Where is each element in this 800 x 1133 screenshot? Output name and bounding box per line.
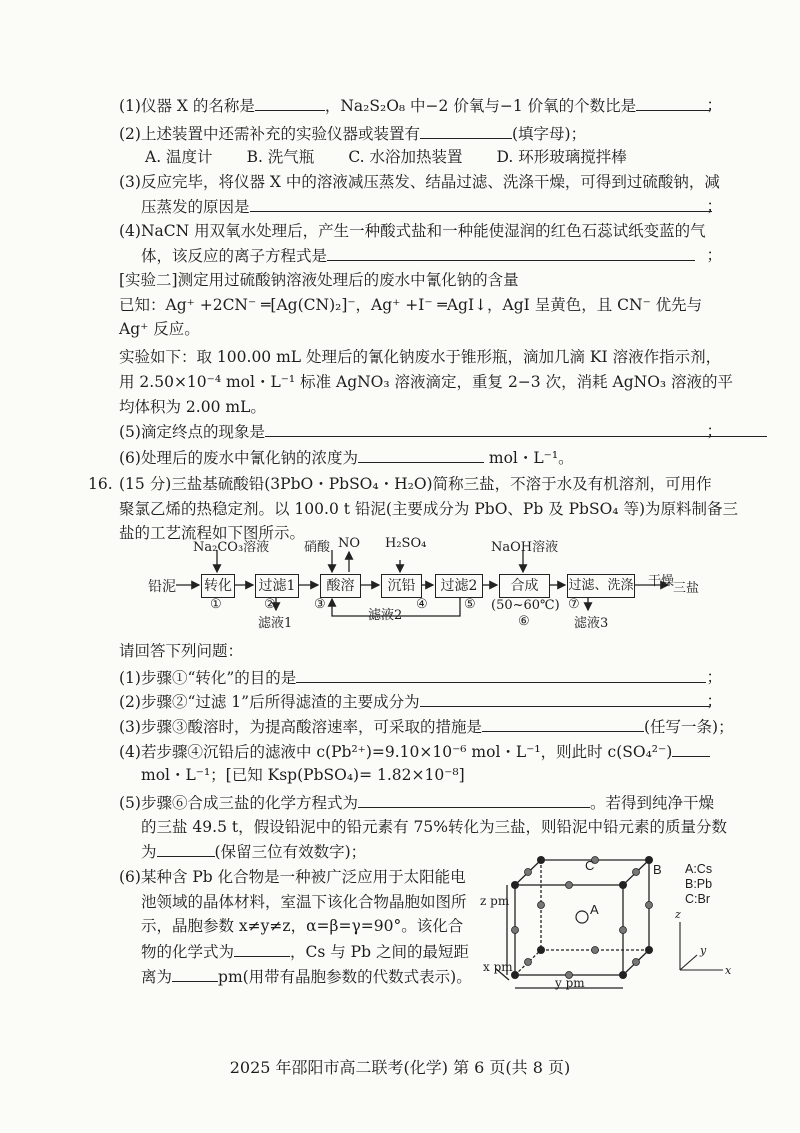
s2-text: (2)步骤②“过滤 1”后所得滤渣的主要成分为: [119, 693, 420, 711]
legend-pb: B:Pb: [685, 877, 713, 891]
s6-line3: 示，晶胞参数 x≠y≠z，α=β=γ=90°。该化合: [141, 917, 464, 935]
s3-tail: (任写一条)；: [643, 718, 734, 736]
semicolon: ；: [706, 422, 722, 440]
sub-question-5: [119, 791, 714, 814]
q2-tail: (填字母)；: [511, 125, 587, 143]
start-material: 铅泥: [148, 579, 176, 595]
step-number: ⑤: [464, 597, 476, 612]
answer-blank[interactable]: [358, 446, 484, 463]
q6-text: (6)处理后的废水中氰化钠的浓度为: [119, 449, 358, 467]
reagent-nitric-acid: 硝酸: [304, 540, 331, 555]
atom-label-b: B: [653, 862, 662, 877]
legend-cs: A:Cs: [685, 862, 713, 876]
step-box-conversion: 转化: [201, 574, 235, 598]
answer-blank[interactable]: [265, 420, 767, 437]
q3-text: 压蒸发的原因是: [141, 198, 250, 216]
option-b: B. 洗气瓶: [246, 148, 315, 166]
answer-blank[interactable]: [327, 244, 695, 261]
experiment-2-title: [实验二]测定用过硫酸钠溶液处理后的废水中氰化钠的含量: [119, 271, 519, 289]
known-line1: 已知：Ag⁺ +2CN⁻ ═[Ag(CN)₂]⁻，Ag⁺ +I⁻ ═AgI↓，AgI 呈黄色，且 CN⁻ 优先与: [119, 296, 703, 314]
question-6: [119, 446, 574, 469]
filtrate-2: 滤液2: [368, 608, 403, 623]
question-2: [119, 122, 586, 145]
answer-blank[interactable]: [420, 122, 512, 139]
coord-y: y: [700, 944, 707, 957]
question-5: [119, 420, 767, 443]
q3-line1: (3)反应完毕，将仪器 X 中的溶液减压蒸发、结晶过滤、洗涤干燥，可得到过硫酸钠，减: [119, 173, 720, 191]
s6-line5: [141, 965, 472, 988]
s5-text-a: (5)步骤⑥合成三盐的化学方程式为: [119, 794, 358, 812]
step-box-precipitate: 沉铅: [381, 574, 422, 598]
sub-question-3: [119, 715, 734, 738]
axis-z-length: z pm: [480, 894, 510, 908]
s6-line4: [141, 940, 469, 963]
answer-blank[interactable]: [482, 715, 644, 732]
filtrate-3: 滤液3: [574, 616, 609, 631]
answer-blank[interactable]: [672, 740, 710, 757]
q1-text-a: (1)仪器 X 的名称是: [119, 97, 255, 115]
sub-question-4: [119, 740, 710, 763]
prompt-heading: 请回答下列问题：: [119, 642, 244, 660]
s5-l3-tail: (保留三位有效数字)；: [214, 843, 367, 861]
step-number: ④: [416, 597, 428, 612]
s4-line2: mol・L⁻¹；[已知 Ksp(PbSO₄)= 1.82×10⁻⁸]: [141, 766, 465, 784]
step-number: ②: [264, 597, 276, 612]
end-product: 三盐: [673, 581, 700, 596]
axis-y-length: y pm: [555, 976, 585, 990]
problem-16-line3: 盐的工艺流程如下图所示。: [119, 524, 306, 542]
s6-l5-text: 离为: [141, 968, 173, 986]
s3-text: (3)步骤③酸溶时，为提高酸溶速率，可采取的措施是: [119, 718, 482, 736]
axis-x-length: x pm: [483, 960, 513, 974]
semicolon: ；: [706, 96, 722, 114]
answer-blank[interactable]: [296, 666, 706, 683]
step-box-filter1: 过滤1: [255, 574, 299, 598]
crystal-unit-cell: [480, 840, 735, 990]
s4-line1: (4)若步骤④沉铅后的滤液中 c(Pb²⁺)=9.10×10⁻⁶ mol・L⁻¹，则此时 c(SO₄²⁻): [119, 743, 673, 761]
problem-number: 16.: [88, 475, 113, 493]
s6-l4-text: 物的化学式为: [141, 943, 235, 961]
sub-question-1: [119, 666, 706, 689]
known-line2: Ag⁺ 反应。: [119, 320, 200, 338]
answer-blank[interactable]: [157, 840, 215, 857]
step-box-synthesis: 合成: [499, 574, 550, 598]
dry-label: 干燥: [648, 574, 675, 589]
coord-z: z: [675, 908, 681, 921]
answer-blank[interactable]: [255, 94, 325, 111]
atom-label-a: A: [590, 902, 599, 917]
q5-text: (5)滴定终点的现象是: [119, 423, 265, 441]
s6-line2: 池领域的晶体材料，室温下该化合物晶胞如图所: [141, 893, 467, 911]
answer-blank[interactable]: [358, 791, 590, 808]
step-number: ①: [210, 597, 222, 612]
q3-line2: [141, 195, 712, 218]
answer-blank[interactable]: [420, 690, 710, 707]
q2-text: (2)上述装置中还需补充的实验仪器或装置有: [119, 125, 420, 143]
answer-blank[interactable]: [172, 965, 218, 982]
page-footer: 2025 年邵阳市高二联考(化学) 第 6 页(共 8 页): [229, 1058, 571, 1077]
q4-text: 体，该反应的离子方程式是: [141, 247, 328, 265]
answer-blank[interactable]: [234, 940, 290, 957]
option-d: D. 环形玻璃搅拌棒: [496, 148, 627, 166]
q4-line2: [141, 244, 695, 267]
step-box-acid-dissolve: 酸溶: [320, 574, 361, 598]
q1-text-b: ，Na₂S₂O₈ 中−2 价氧与−1 价氧的个数比是: [324, 97, 637, 115]
problem-16-line2: 聚氯乙烯的热稳定剂。以 100.0 t 铅泥(主要成分为 PbO、Pb 及 PbSO₄ 等)为原料制备三: [119, 500, 738, 518]
s6-l5-tail: pm(用带有晶胞参数的代数式表示)。: [218, 968, 472, 986]
procedure-line2: 用 2.50×10⁻⁴ mol・L⁻¹ 标准 AgNO₃ 溶液滴定，重复 2−3 次，消耗 AgNO₃ 溶液的平: [119, 373, 734, 391]
reagent-h2so4: H₂SO₄: [385, 536, 427, 551]
option-c: C. 水浴加热装置: [348, 148, 463, 166]
s6-l4-tail: ，Cs 与 Pb 之间的最短距: [290, 943, 469, 961]
procedure-line1: 实验如下：取 100.00 mL 处理后的氰化钠废水于锥形瓶，滴加几滴 KI 溶液作指示剂，: [119, 348, 722, 366]
semicolon: ；: [706, 692, 722, 710]
step-number: ⑥: [518, 614, 530, 629]
atom-label-c: C: [585, 858, 595, 873]
filtrate-1: 滤液1: [258, 616, 293, 631]
q4-line1: (4)NaCN 用双氧水处理后，产生一种酸式盐和一种能使湿润的红色石蕊试纸变蓝的气: [119, 222, 706, 240]
problem-16-line1: (15 分)三盐基硫酸铅(3PbO・PbSO₄・H₂O)简称三盐，不溶于水及有机溶剂，可用作: [119, 475, 712, 493]
temperature-label: (50~60℃): [491, 598, 560, 613]
question-1: [119, 94, 710, 117]
semicolon: ；: [706, 668, 722, 686]
semicolon: ；: [706, 197, 722, 215]
s5-line2: 的三盐 49.5 t，假设铅泥中的铅元素有 75%转化为三盐，则铅泥中铅元素的质量分数: [141, 818, 727, 836]
q2-options: [145, 146, 661, 168]
sub-question-2: [119, 690, 710, 713]
s6-line1: (6)某种含 Pb 化合物是一种被广泛应用于太阳能电: [119, 868, 466, 886]
option-a: A. 温度计: [145, 148, 213, 166]
reagent-na2co3: Na₂CO₃溶液: [193, 540, 270, 555]
s5-text-b: 。若得到纯净干燥: [589, 794, 714, 812]
s5-l3-text: 为: [141, 843, 157, 861]
s1-text: (1)步骤①“转化”的目的是: [119, 669, 297, 687]
step-number: ⑦: [568, 597, 580, 612]
answer-blank[interactable]: [250, 195, 712, 212]
coord-x: x: [725, 964, 732, 977]
semicolon: ；: [706, 246, 722, 264]
q6-unit: mol・L⁻¹。: [488, 449, 574, 467]
step-box-filter2: 过滤2: [435, 574, 483, 598]
step-number: ③: [314, 597, 326, 612]
process-flowchart: [148, 536, 708, 631]
s5-line3: [141, 840, 366, 863]
answer-blank[interactable]: [636, 94, 710, 111]
legend-br: C:Br: [685, 892, 710, 906]
procedure-line3: 均体积为 2.00 mL。: [119, 398, 266, 416]
atom-legend: [685, 862, 712, 907]
gas-no: NO: [338, 536, 361, 551]
step-box-filter-wash: 过滤、洗涤: [567, 574, 635, 598]
reagent-naoh: NaOH溶液: [491, 540, 559, 555]
